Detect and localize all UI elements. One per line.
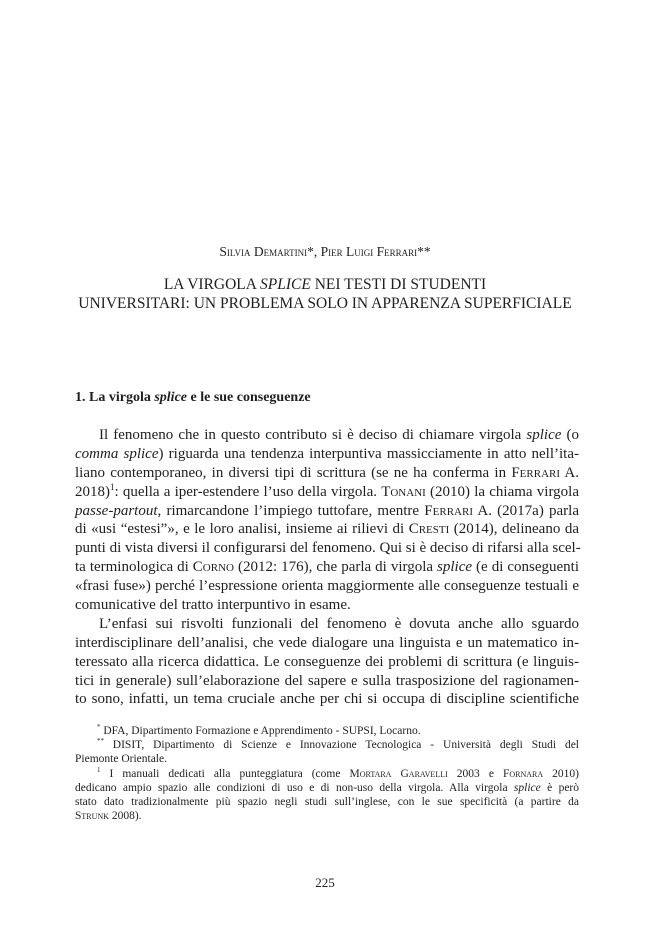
heading-italic: splice [154, 390, 187, 405]
text-run: (o [561, 427, 579, 443]
title-italic: SPLICE [260, 276, 311, 293]
footnotes [75, 724, 579, 823]
author-name: Silvia Demartini [219, 244, 308, 259]
authors-line [0, 243, 650, 261]
italic-run: splice [526, 427, 562, 443]
italic-run: splice [513, 781, 541, 794]
footnote-text: DISIT, Dipartimento di Scienze e Innovazione Tecnologica - Università degli Studi del [103, 739, 579, 752]
heading-text: e le sue conseguenze [187, 390, 311, 405]
text-line [75, 558, 579, 577]
footnote-text: DFA, Dipartimento Formazione e Apprendimento - SUPSI, Locarno. [100, 725, 421, 737]
text-run: 2018) [75, 483, 110, 500]
title-line: UNIVERSITARI: UN PROBLEMA SOLO IN APPARENZA SUPERFICIALE [78, 295, 572, 312]
text-line: L’enfasi sui risvolti funzionali del fenomeno è dovuta anche allo sguardo [99, 615, 579, 632]
footnote-line [75, 738, 579, 752]
text-run: (2010) la chiama virgola [425, 483, 579, 500]
citation-name: Mortara Garavelli [349, 767, 448, 780]
citation-name: Tonani [381, 483, 426, 500]
footnote-line [75, 767, 579, 781]
page-number: 225 [315, 875, 335, 890]
citation-name: Ferrari [424, 502, 473, 519]
text-run: A. [560, 464, 579, 481]
citation-name: Ferrari [511, 464, 561, 481]
text-line [75, 483, 579, 502]
text-line [75, 502, 579, 521]
text-line [75, 426, 579, 445]
footnote-text: 2010) [543, 767, 579, 780]
text-line: to sono, infatti, un tema cruciale anche per chi si occupa di discipline scientifiche [75, 691, 579, 708]
footnote-line: stato dato tradizionalmente più spazio negli studi sull’inglese, con le sue specificità (a partire da [75, 795, 579, 808]
footnote-text: I manuali dedicati alla punteggiatura (come [100, 767, 350, 780]
footnote-text: 2003 e [447, 767, 503, 780]
author-mark: ** [417, 244, 431, 259]
text-line [75, 520, 579, 539]
text-run: : quella a iper-estendere l’uso della virgola. [114, 483, 382, 500]
heading-text: 1. La virgola [75, 390, 155, 405]
text-run: ta terminologica di [75, 559, 193, 576]
text-line: teressato alla ricerca didattica. Le conseguenze dei problemi di scrittura (e linguis- [75, 653, 579, 670]
footnote-line [75, 781, 579, 795]
text-run: A. (2017a) parla [472, 502, 579, 519]
footnote-text: dedicano ampio spazio alle condizioni di uso e di non-uso della virgola. Alla virgola [75, 781, 514, 794]
body-text [75, 426, 579, 709]
title-line [40, 275, 610, 294]
footnote-mark: 1 [97, 766, 101, 774]
footnote-line [75, 809, 579, 823]
footnote-line: Piemonte Orientale. [75, 753, 167, 766]
author-name: Pier Luigi Ferrari [320, 244, 418, 259]
article-title [40, 275, 610, 313]
footnote-text: 2008). [108, 810, 142, 823]
footnote-mark: ** [97, 738, 104, 746]
text-run: ) riguarda una tendenza interpuntiva massicciamente in atto nell’ita- [158, 445, 579, 462]
text-line [75, 464, 579, 483]
text-run: , rimarcandone l’impiego tuttofare, mentre [157, 502, 425, 519]
text-run: (2012: 176), che parla di virgola [233, 559, 438, 576]
author-mark: * [307, 244, 314, 259]
text-run: di «usi “estesi”», e le loro analisi, insieme ai rilievi di [75, 521, 409, 538]
text-run: (e di conseguenti [472, 559, 579, 576]
footnote-line [75, 724, 579, 738]
citation-name: Strunk [75, 810, 109, 823]
text-line [75, 445, 579, 464]
footnote-mark: * [97, 724, 101, 732]
text-run: liano contemporaneo, in diversi tipi di scrittura (se ne ha conferma in [75, 464, 512, 481]
text-run: (2014), delineano da [449, 521, 579, 538]
text-line: interdisciplinare dell’analisi, che vede dialogare una linguista e un matematico in- [75, 634, 579, 651]
text-line: tici in generale) sull’elaborazione del sapere e sulla trasposizione del ragionamen- [75, 672, 579, 689]
section-heading [75, 389, 311, 407]
footnote-text: è però [540, 781, 580, 794]
text-line: «frasi fuse») perché l’espressione orienta maggiormente alle conseguenze testuali e [75, 578, 579, 595]
citation-name: Cresti [408, 521, 450, 538]
author-separator: , [313, 244, 321, 259]
citation-name: Fornara [502, 767, 544, 780]
text-line: punti di vista diversi il configurarsi del fenomeno. Qui si è deciso di rifarsi alla scel- [75, 540, 581, 557]
italic-run: passe-partout [75, 502, 158, 519]
italic-run: splice [437, 559, 473, 576]
title-text: LA VIRGOLA [163, 276, 260, 293]
text-run: Il fenomeno che in questo contributo si è deciso di chiamare virgola [99, 427, 527, 443]
italic-run: comma splice [75, 445, 159, 462]
citation-name: Corno [192, 559, 234, 576]
footnote-ref: 1 [110, 481, 115, 492]
text-line: comunicative del tratto interpuntivo in esame. [75, 597, 351, 614]
title-text: NEI TESTI DI STUDENTI [310, 276, 487, 293]
